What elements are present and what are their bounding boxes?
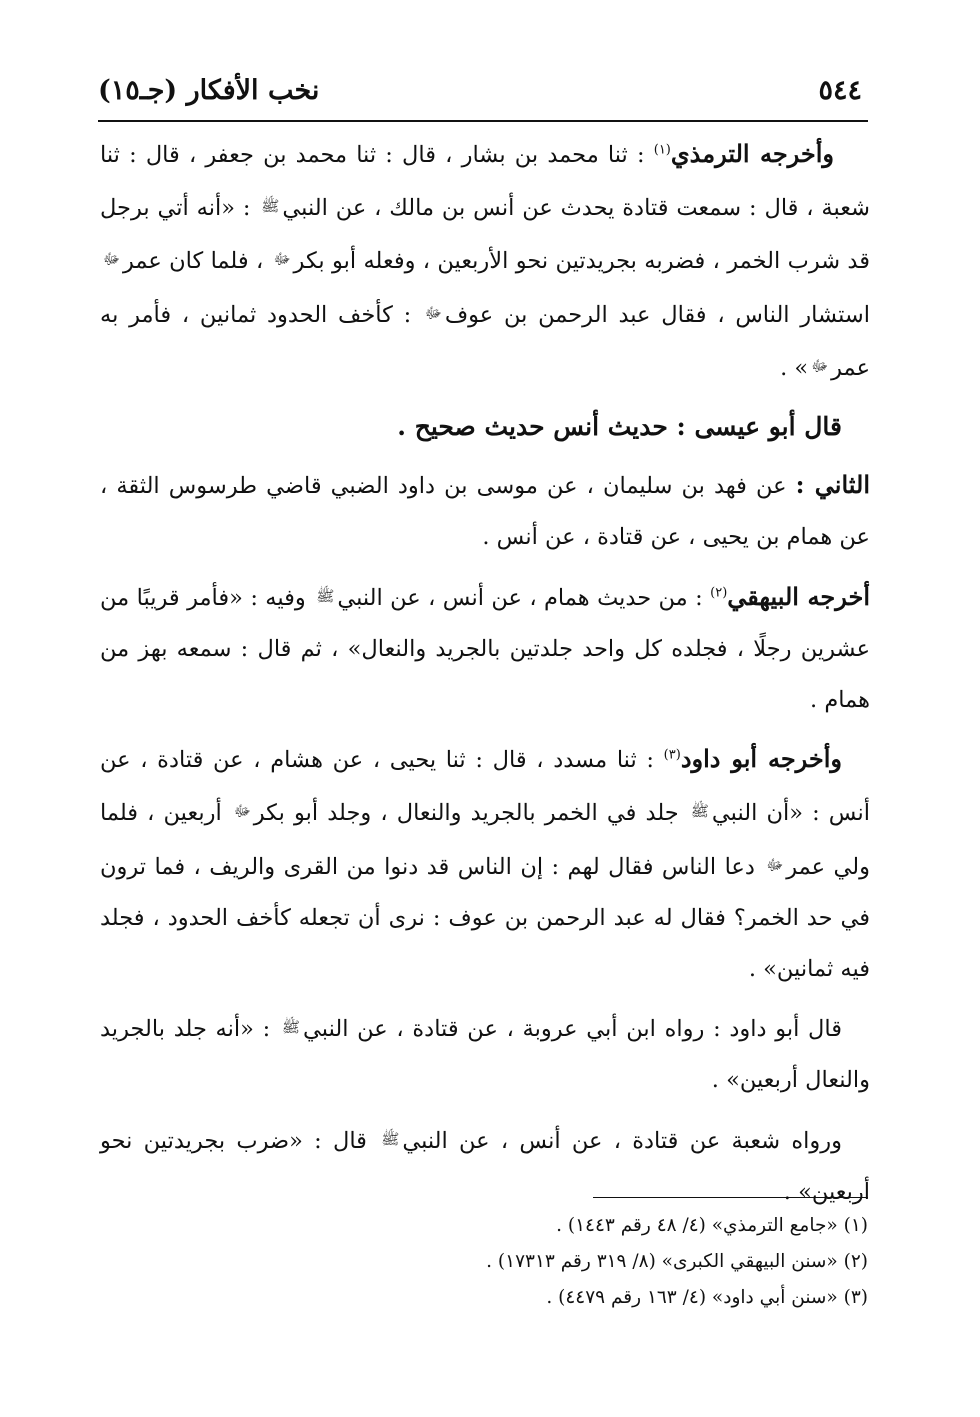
paragraph-text: : كأخف الحدود ثمانين ، فأمر به عمر xyxy=(100,301,870,381)
salutation-icon: ﷺ xyxy=(281,1018,301,1037)
paragraph-text: : ثنا مسدد ، قال : ثنا يحيى ، عن هشام ، عن قتادة ، عن أنس : «أن النبي xyxy=(100,747,871,827)
radiallahu-icon: ﷻ xyxy=(103,250,120,269)
paragraph-abu-dawud-note xyxy=(100,1002,870,1106)
paragraph-text: : من حديث همام ، عن أنس ، عن النبي xyxy=(337,584,711,611)
footnotes xyxy=(100,1208,868,1316)
footnote-divider xyxy=(593,1197,868,1198)
paragraph-text: » . xyxy=(780,354,809,381)
book-title: نخب الأفكار (جـ١٥) xyxy=(98,74,320,106)
salutation-icon: ﷺ xyxy=(690,802,709,821)
paragraph-bayhaqi xyxy=(100,571,870,727)
paragraph-text: جلد في الخمر بالجريد والنعال ، وجلد أبو بكر xyxy=(253,800,688,827)
header-divider xyxy=(98,120,868,122)
salutation-icon: ﷺ xyxy=(316,586,335,605)
salutation-icon: ﷺ xyxy=(381,1129,400,1148)
footnote-ref: (١) xyxy=(653,142,671,158)
radiallahu-icon: ﷻ xyxy=(811,356,829,375)
paragraph-text: قال أبو داود : رواه ابن أبي عروبة ، عن قتادة ، عن النبي xyxy=(303,1016,843,1043)
main-text xyxy=(100,128,870,1218)
paragraph-text: عن فهد بن سليمان ، عن موسى بن داود الضبي قاضي طرسوس الثقة ، عن همام بن يحيى ، عن قتادة ، عن أنس . xyxy=(100,473,870,551)
paragraph-text: استشار الناس ، فقال عبد الرحمن بن عوف xyxy=(444,301,870,328)
paragraph-lead: أخرجه البيهقي xyxy=(727,581,870,611)
salutation-icon: ﷺ xyxy=(261,197,280,216)
paragraph-second-chain xyxy=(100,459,870,563)
paragraph-text: : «أنه أتي برجل قد شرب الخمر ، فضربه بجريدتين نحو الأربعين ، وفعله أبو بكر xyxy=(100,195,870,275)
paragraph-text: ورواه شعبة عن قتادة ، عن أنس ، عن النبي xyxy=(402,1127,842,1154)
radiallahu-icon: ﷻ xyxy=(766,855,784,874)
footnote-ref: (٣) xyxy=(663,747,681,763)
running-header xyxy=(98,70,862,110)
paragraph-text: : ثنا محمد بن بشار ، قال : ثنا محمد بن جعفر ، قال : ثنا شعبة ، قال : سمعت قتادة يحدث عن أنس بن مالك ، عن النبي xyxy=(100,142,870,222)
paragraph-text: قال : «ضرب بجريدتين نحو أربعين» . xyxy=(100,1127,870,1205)
paragraph-lead: وأخرجه أبو داود xyxy=(680,744,842,774)
paragraph-lead: وأخرجه الترمذي xyxy=(670,139,834,168)
paragraph-tirmidhi xyxy=(100,128,870,394)
page-number: ٥٤٤ xyxy=(818,74,862,106)
paragraph-shuba xyxy=(100,1114,870,1218)
paragraph-text: ، فلما كان عمر xyxy=(122,248,271,275)
paragraph-abu-dawud xyxy=(100,733,870,995)
paragraph-text: : «أنه جلد بالجريد والنعال أربعين» . xyxy=(100,1016,870,1094)
footnote-ref: (٢) xyxy=(710,585,728,601)
footnote-2: (٢) «سنن البيهقي الكبرى» (٨/ ٣١٩ رقم ١٧٣١٣) . xyxy=(486,1251,868,1272)
footnote-3: (٣) «سنن أبي داود» (٤/ ١٦٣ رقم ٤٤٧٩) . xyxy=(546,1287,868,1308)
radiallahu-icon: ﷻ xyxy=(424,303,442,322)
paragraph-text: وفيه : «فأمر قريبًا من عشرين رجلًا ، فجلده كل واحد جلدتين بالجريد والنعال» ، ثم قال : سمعه بهز من همام . xyxy=(100,584,870,714)
paragraph-text: أربعين ، فلما ولي عمر xyxy=(100,800,870,880)
paragraph-lead: الثاني : xyxy=(795,470,870,500)
footnote-1: (١) «جامع الترمذي» (٤/ ٤٨ رقم ١٤٤٣) . xyxy=(556,1215,868,1236)
section-heading: قال أبو عيسى : حديث أنس حديث صحيح . xyxy=(397,412,842,442)
paragraph-text: دعا الناس فقال لهم : إن الناس قد دنوا من القرى والريف ، فما ترون في حد الخمر؟ فقال له عبد الرحمن بن عوف : نرى أن تجعله كأخف الحدود ، فجلد فيه ثمانين» . xyxy=(100,853,870,983)
radiallahu-icon: ﷻ xyxy=(233,802,251,821)
radiallahu-icon: ﷻ xyxy=(273,250,291,269)
